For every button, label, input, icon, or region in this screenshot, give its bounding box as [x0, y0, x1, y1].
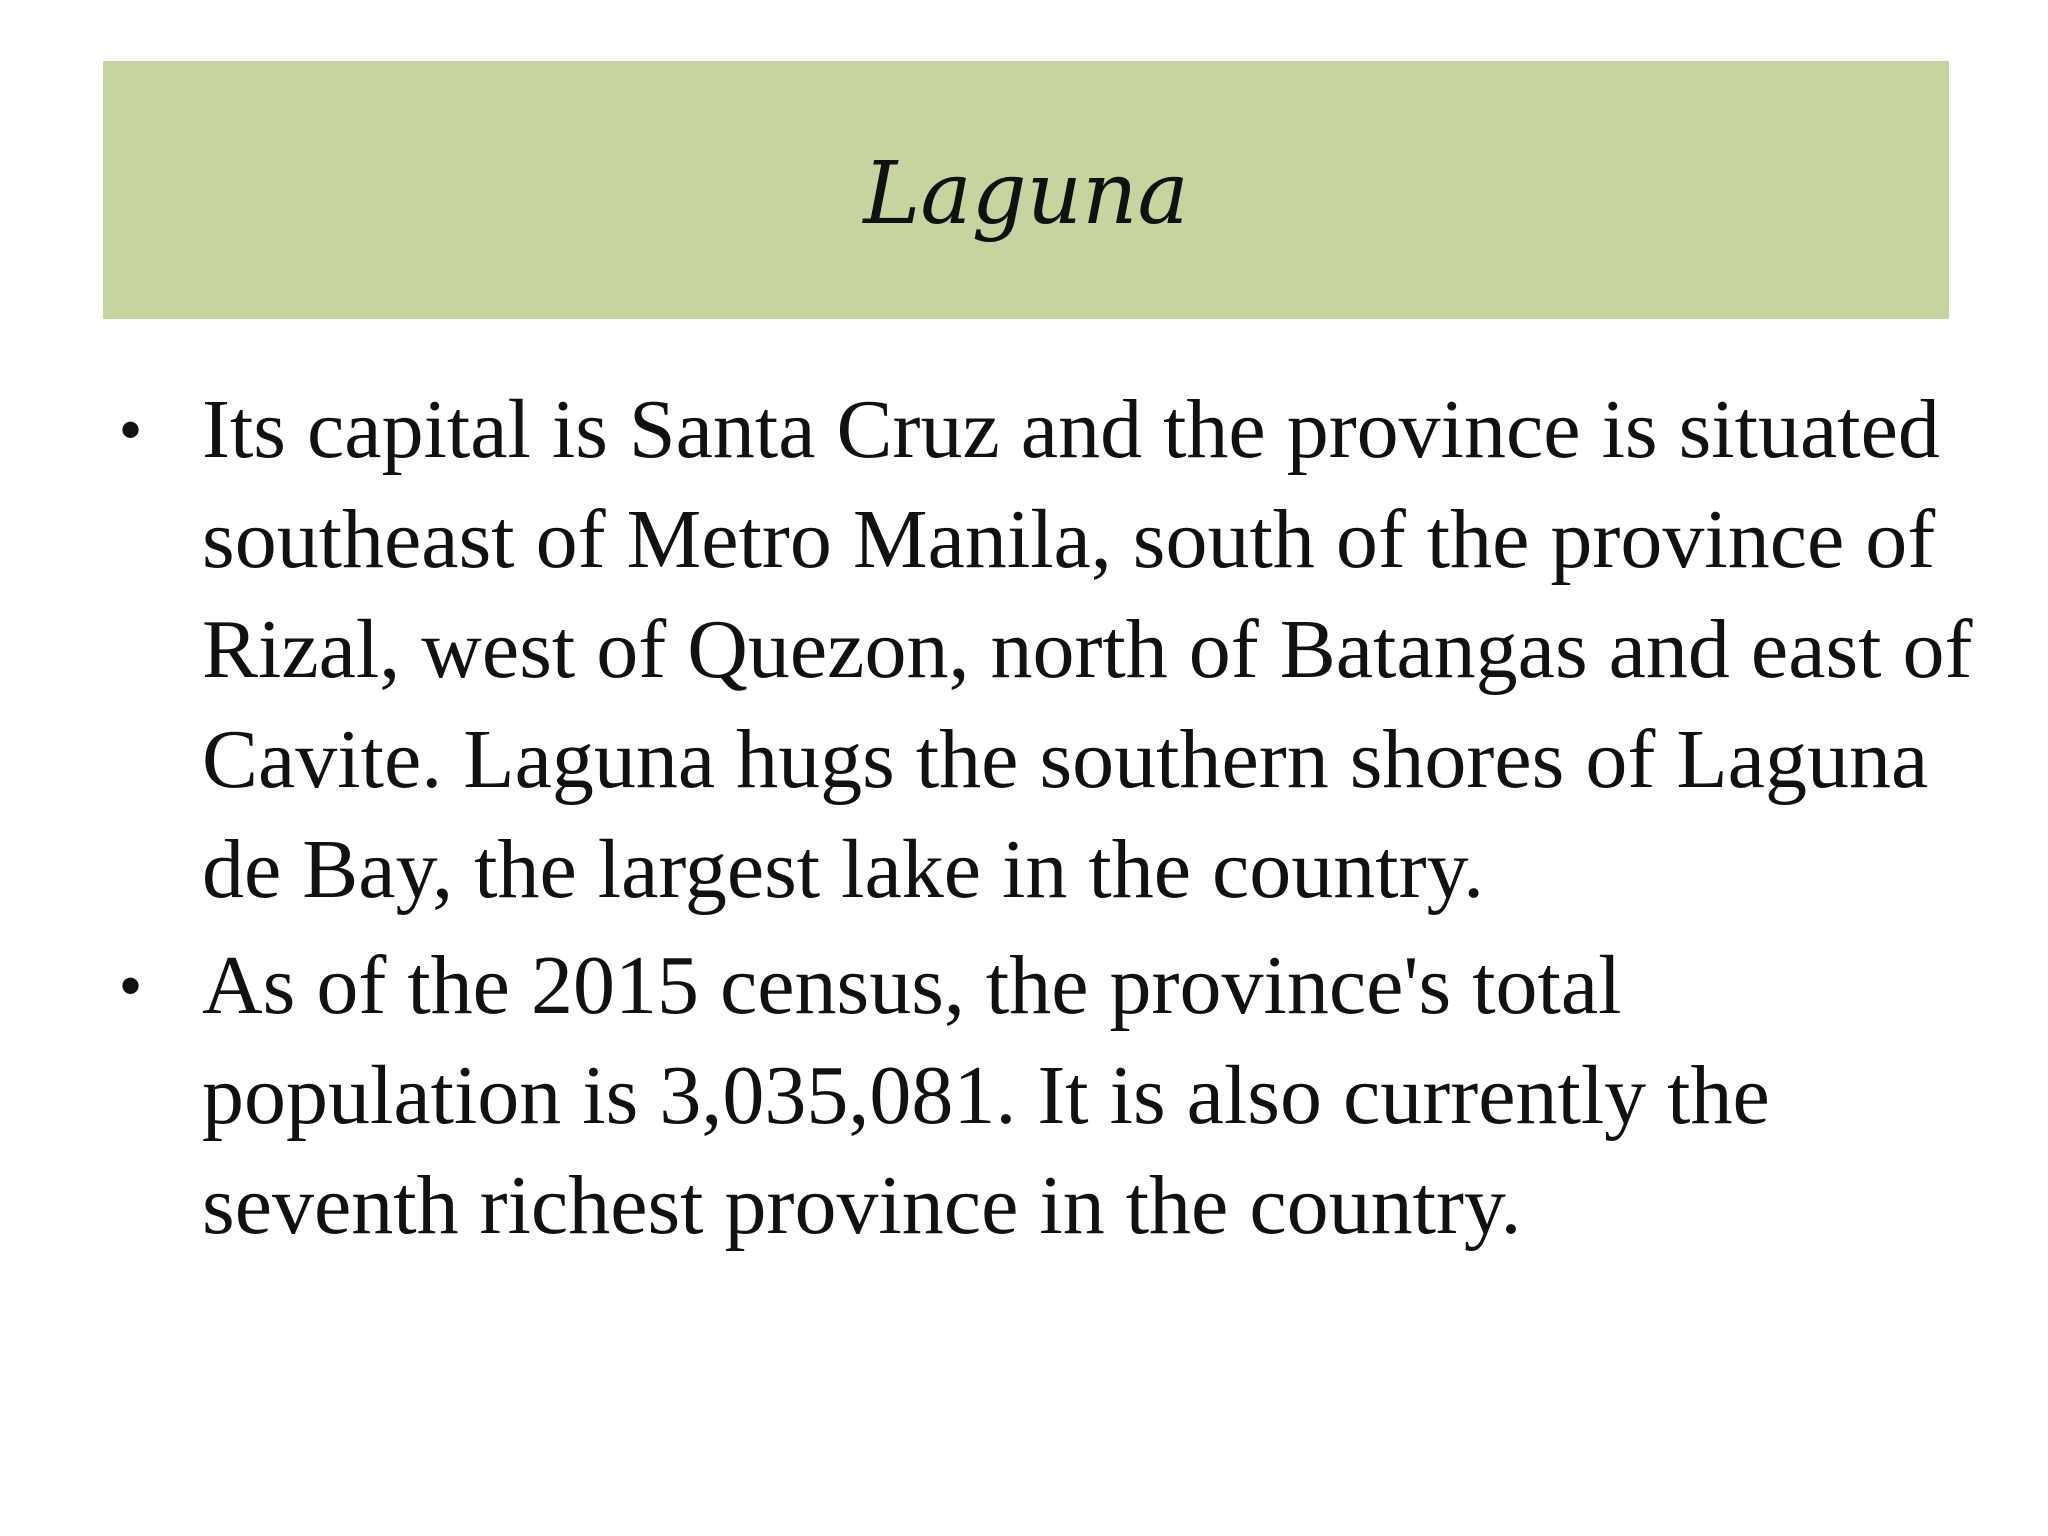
bullet-item [120, 375, 2000, 925]
bullet-text: As of the 2015 census, the province's total population is 3,035,081. It is also currently the seventh richest province in the country. [202, 939, 1770, 1252]
title-bar [103, 61, 1949, 319]
bullet-icon: • [120, 952, 142, 1019]
bullet-item [120, 931, 2000, 1261]
bullet-icon: • [120, 396, 142, 463]
bullet-list [120, 375, 2000, 1267]
bullet-text: Its capital is Santa Cruz and the province is situated southeast of Metro Manila, south of the province of Rizal, west of Quezon, north of Batangas and east of Cavite. Laguna hugs the southern shores of Laguna de Bay, the largest lake in the country. [202, 383, 1973, 916]
slide-title: Laguna [863, 144, 1189, 244]
